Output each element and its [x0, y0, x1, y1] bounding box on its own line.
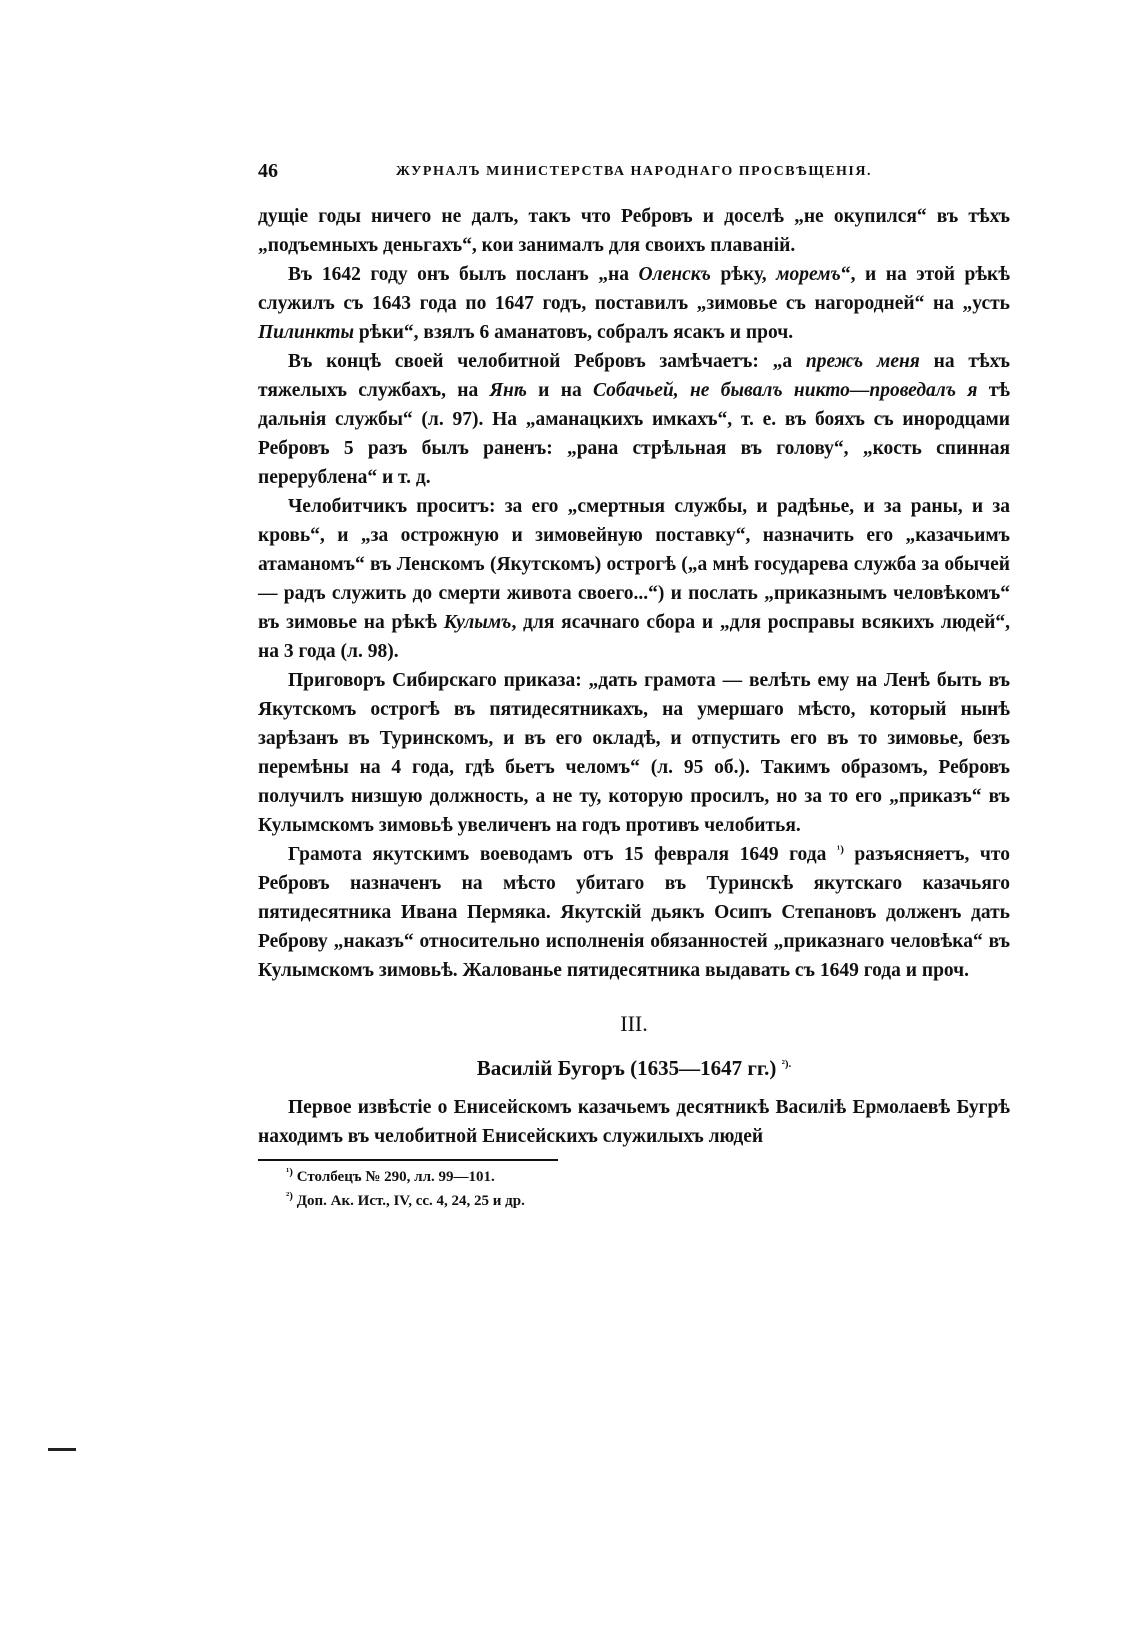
margin-mark — [48, 1448, 76, 1451]
paragraph-3 — [258, 347, 1010, 492]
italic-run: моремъ — [776, 264, 841, 285]
page-number: 46 — [258, 160, 278, 182]
journal-title: ЖУРНАЛЪ МИНИСТЕРСТВА НАРОДНАГО ПРОСВѢЩЕНІЯ. — [396, 164, 872, 179]
footnote-divider — [258, 1159, 558, 1161]
footnote-2 — [286, 1189, 1010, 1213]
paragraph-6 — [258, 840, 1010, 985]
italic-run: Оленскъ — [638, 264, 711, 285]
running-head — [258, 160, 1010, 190]
footnote-mark: ²) — [286, 1190, 293, 1202]
paragraph-2 — [258, 260, 1010, 347]
section-numeral: III. — [620, 1011, 648, 1036]
text-run: тѣ дальнія службы“ (л. 97). На „аманацкихъ имкахъ“, т. е. въ бояхъ съ инородцами Ребровъ 5 разъ былъ раненъ: „рана стрѣльная въ голову“, „кость спинная перерублена“ и т. д. — [258, 380, 1010, 488]
text-run: Грамота якутскимъ воеводамъ отъ 15 февраля 1649 года — [288, 844, 837, 865]
text-run: “, и на этой рѣкѣ служилъ съ 1643 года по 1647 годъ, поставилъ „зимовье съ нагородней“ на „усть — [258, 264, 1010, 314]
text-run: , для ясачнаго сбора и „для росправы всякихъ людей“, на 3 года (л. 98). — [258, 612, 1010, 662]
footnote-text: Доп. Ак. Ист., IV, сс. 4, 24, 25 и др. — [292, 1193, 525, 1209]
italic-run: Янѣ — [489, 380, 527, 401]
footnote-mark: ¹) — [286, 1166, 293, 1178]
text-run: Челобитчикъ проситъ: за его „смертныя службы, и радѣнье, и за раны, и за кровь“, и „за острожную и зимовейную поставку“, назначить его „казачьимъ атаманомъ“ въ Ленскомъ (Якутскомъ) острогѣ („а мнѣ государева служба за обычей — радъ служить до смерти живота своего...“) и послать „приказнымъ человѣкомъ“ въ зимовье на рѣкѣ — [258, 496, 1010, 633]
footnote-ref-1[interactable]: ¹) — [836, 843, 844, 856]
text-run: разъясняетъ, что Ребровъ назначенъ на мѣсто убитаго въ Туринскѣ якутскаго казачьяго пятидесятника Ивана Пермяка. Якутскій дьякъ Осипъ Степановъ долженъ дать Реброву „наказъ“ относительно исполненія обязанностей „приказнаго человѣка“ въ Кулымскомъ зимовьѣ. Жалованье пятидесятника выдавать съ 1649 года и проч. — [258, 844, 1010, 981]
paragraph-1: дущіе годы ничего не далъ, такъ что Ребровъ и доселѣ „не окупился“ въ тѣхъ „подъемныхъ деньгахъ“, кои занималъ для своихъ плаваній. — [258, 206, 1010, 256]
text-run: Въ концѣ своей челобитной Ребровъ замѣчаетъ: „а — [288, 351, 806, 372]
text-run: на тѣхъ тяжелыхъ службахъ, на — [258, 351, 1010, 401]
text-run: рѣку, — [710, 264, 777, 285]
section-heading-text: Василій Бугоръ (1635—1647 гг.) — [476, 1056, 782, 1080]
footnotes — [258, 1165, 1010, 1213]
paragraph-7: Первое извѣстіе о Енисейскомъ казачьемъ десятникѣ Василіѣ Ермолаевѣ Бугрѣ находимъ въ челобитной Енисейскихъ служилыхъ людей — [258, 1097, 1010, 1147]
text-run: и на — [526, 380, 593, 401]
text-run: рѣки“, взялъ 6 аманатовъ, собралъ ясакъ и проч. — [354, 322, 794, 343]
italic-run: Кулымъ — [443, 612, 512, 633]
text-run: Въ 1642 году онъ былъ посланъ „на — [288, 264, 639, 285]
section-heading — [258, 1053, 1010, 1083]
footnote-ref-2[interactable]: ²). — [781, 1058, 792, 1070]
italic-run: Собачьей, не бывалъ никто—проведалъ я — [593, 380, 978, 401]
body-text — [258, 202, 1010, 1151]
italic-run: Пилинкты — [258, 322, 355, 343]
footnote-1 — [286, 1165, 1010, 1189]
paragraph-5: Приговоръ Сибирскаго приказа: „дать грамота — велѣть ему на Ленѣ быть въ Якутскомъ острогѣ въ пятидесятникахъ, на умершаго мѣсто, который нынѣ зарѣзанъ въ Туринскомъ, и въ его окладѣ, и отпустить его въ то зимовье, безъ перемѣны на 4 года, гдѣ бьетъ челомъ“ (л. 95 об.). Такимъ образомъ, Ребровъ получилъ низшую должность, а не ту, которую просилъ, но за то его „приказъ“ въ Кулымскомъ зимовьѣ увеличенъ на годъ противъ челобитья. — [258, 670, 1010, 836]
italic-run: прежъ меня — [805, 351, 920, 372]
paragraph-4 — [258, 492, 1010, 666]
footnote-text: Столбецъ № 290, лл. 99—101. — [292, 1169, 495, 1185]
page — [258, 160, 1010, 1213]
